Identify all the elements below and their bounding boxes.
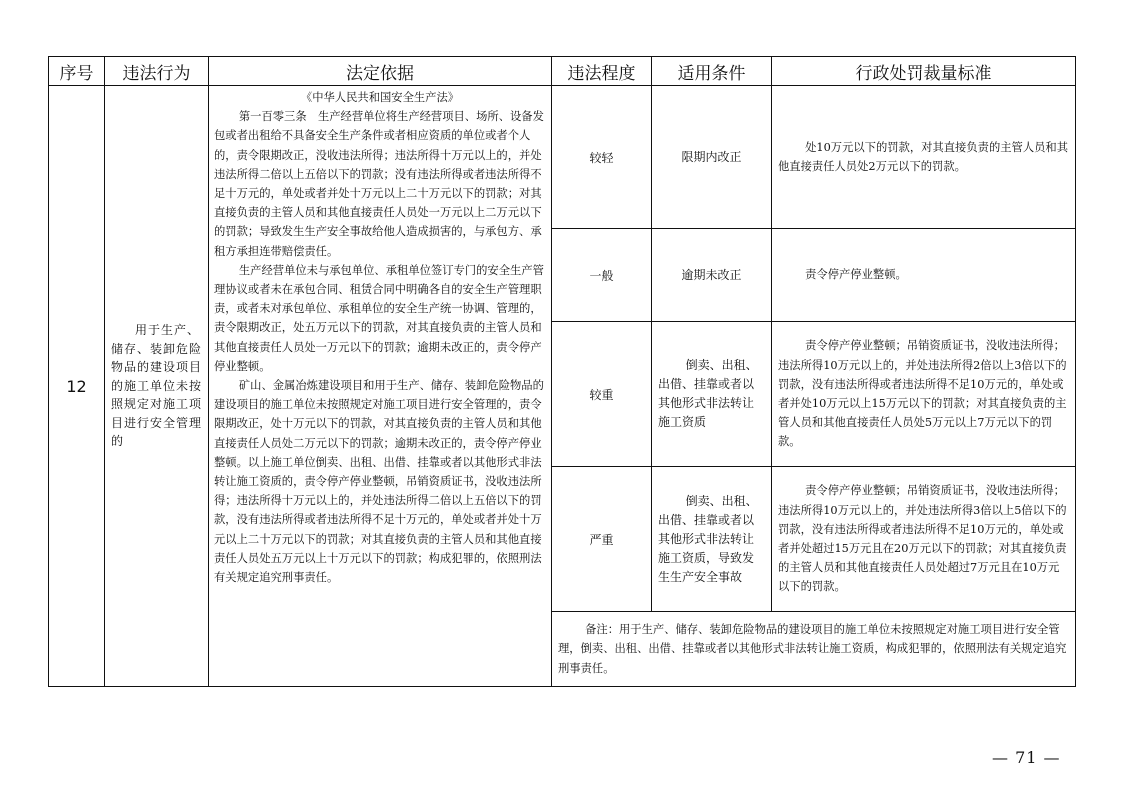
standard-serious-text: 责令停产停业整顿；吊销资质证书，没收违法所得；违法所得10万元以上的，并处违法所得2倍以上3倍以下的罚款，没有违法所得或者违法所得不足10万元的，单处或者并处10万元以上15万元以下的罚款；对其直接负责的主管人员和其他直接责任人员处5万元以上7万元以下的罚款。 — [778, 339, 1067, 449]
basis-paragraph: 生产经营单位未与承包单位、承租单位签订专门的安全生产管理协议或者未在承包合同、租赁合同中明确各自的安全生产管理职责，或者未对承包单位、承租单位的安全生产统一协调、管理的，责令限期改正，处五万元以下的罚款，对其直接负责的主管人员和其他直接责任人员处一万元以下的罚款；逾期未改正的，责令停产停业整顿。 — [214, 263, 544, 373]
legal-basis — [209, 86, 552, 687]
header-standard: 行政处罚裁量标准 — [772, 57, 1076, 86]
header-degree: 违法程度 — [552, 57, 652, 86]
standard-general — [772, 229, 1076, 322]
law-title: 《中华人民共和国安全生产法》 — [300, 91, 460, 104]
serial-number: 12 — [49, 86, 105, 687]
violation-conduct — [105, 86, 209, 687]
standard-severe — [772, 467, 1076, 612]
basis-paragraph: 第一百零三条 生产经营单位将生产经营项目、场所、设备发包或者出租给不具备安全生产条件或者相应资质的单位或者个人的，责令限期改正，没收违法所得；违法所得十万元以上的，并处违法所得二倍以上五倍以下的罚款；没有违法所得或者违法所得不足十万元的，单处或者并处十万元以上二十万元以下的罚款；对其直接负责的主管人员和其他直接责任人员处一万元以上二万元以下的罚款；导致发生生产安全事故给他人造成损害的，与承包方、承租方承担连带赔偿责任。 — [214, 110, 544, 258]
page-number: — 71 — — [992, 748, 1061, 767]
penalty-standard-table — [48, 56, 1076, 687]
basis-paragraph: 矿山、金属冶炼建设项目和用于生产、储存、装卸危险物品的建设项目的施工单位未按照规定对施工项目进行安全管理的，责令限期改正，处十万元以下的罚款，对其直接负责的主管人员和其他直接责任人员处二万元以下的罚款；逾期未改正的，责令停产停业整顿。以上施工单位倒卖、出租、出借、挂靠或者以其他形式非法转让施工资质的，责令停产停业整顿，吊销资质证书，没收违法所得；违法所得十万元以上的，并处违法所得二倍以上五倍以下的罚款，没有违法所得或者违法所得不足十万元的，单处或者并处十万元以上二十万元以下的罚款；对其直接负责的主管人员和其他直接责任人员处五万元以上十万元以下的罚款；构成犯罪的，依照刑法有关规定追究刑事责任。 — [214, 379, 544, 585]
standard-severe-text: 责令停产停业整顿；吊销资质证书，没收违法所得；违法所得10万元以上的，并处违法所得3倍以上5倍以下的罚款，没有违法所得或者违法所得不足10万元的，单处或者并处超过15万元且在20万元以下的罚款；对其直接负责的主管人员和其他直接责任人员处超过7万元且在10万元以下的罚款。 — [778, 484, 1067, 594]
condition-general: 逾期未改正 — [652, 229, 772, 322]
degree-minor: 较轻 — [552, 86, 652, 229]
remark-note-text: 备注：用于生产、储存、装卸危险物品的建设项目的施工单位未按照规定对施工项目进行安全管理，倒卖、出租、出借、挂靠或者以其他形式非法转让施工资质，构成犯罪的，依照刑法有关规定追究刑事责任。 — [558, 622, 1067, 675]
condition-minor: 限期内改正 — [652, 86, 772, 229]
degree-general: 一般 — [552, 229, 652, 322]
degree-severe: 严重 — [552, 467, 652, 612]
header-basis: 法定依据 — [209, 57, 552, 86]
table-row — [49, 86, 1076, 229]
remark-note — [552, 612, 1076, 687]
violation-conduct-text: 用于生产、储存、装卸危险物品的建设项目的施工单位未按照规定对施工项目进行安全管理的 — [111, 322, 203, 449]
condition-serious — [652, 322, 772, 467]
standard-serious — [772, 322, 1076, 467]
condition-severe-text: 倒卖、出租、出借、挂靠或者以其他形式非法转让施工资质，导致发生生产安全事故 — [658, 493, 758, 584]
header-serial: 序号 — [49, 57, 105, 86]
standard-general-text: 责令停产停业整顿。 — [805, 268, 907, 282]
header-condition: 适用条件 — [652, 57, 772, 86]
condition-serious-text: 倒卖、出租、出借、挂靠或者以其他形式非法转让施工资质 — [658, 358, 758, 429]
degree-serious: 较重 — [552, 322, 652, 467]
header-conduct: 违法行为 — [105, 57, 209, 86]
standard-minor — [772, 86, 1076, 229]
condition-severe — [652, 467, 772, 612]
header-row — [49, 57, 1076, 86]
standard-minor-text: 处10万元以下的罚款，对其直接负责的主管人员和其他直接责任人员处2万元以下的罚款。 — [778, 140, 1069, 173]
